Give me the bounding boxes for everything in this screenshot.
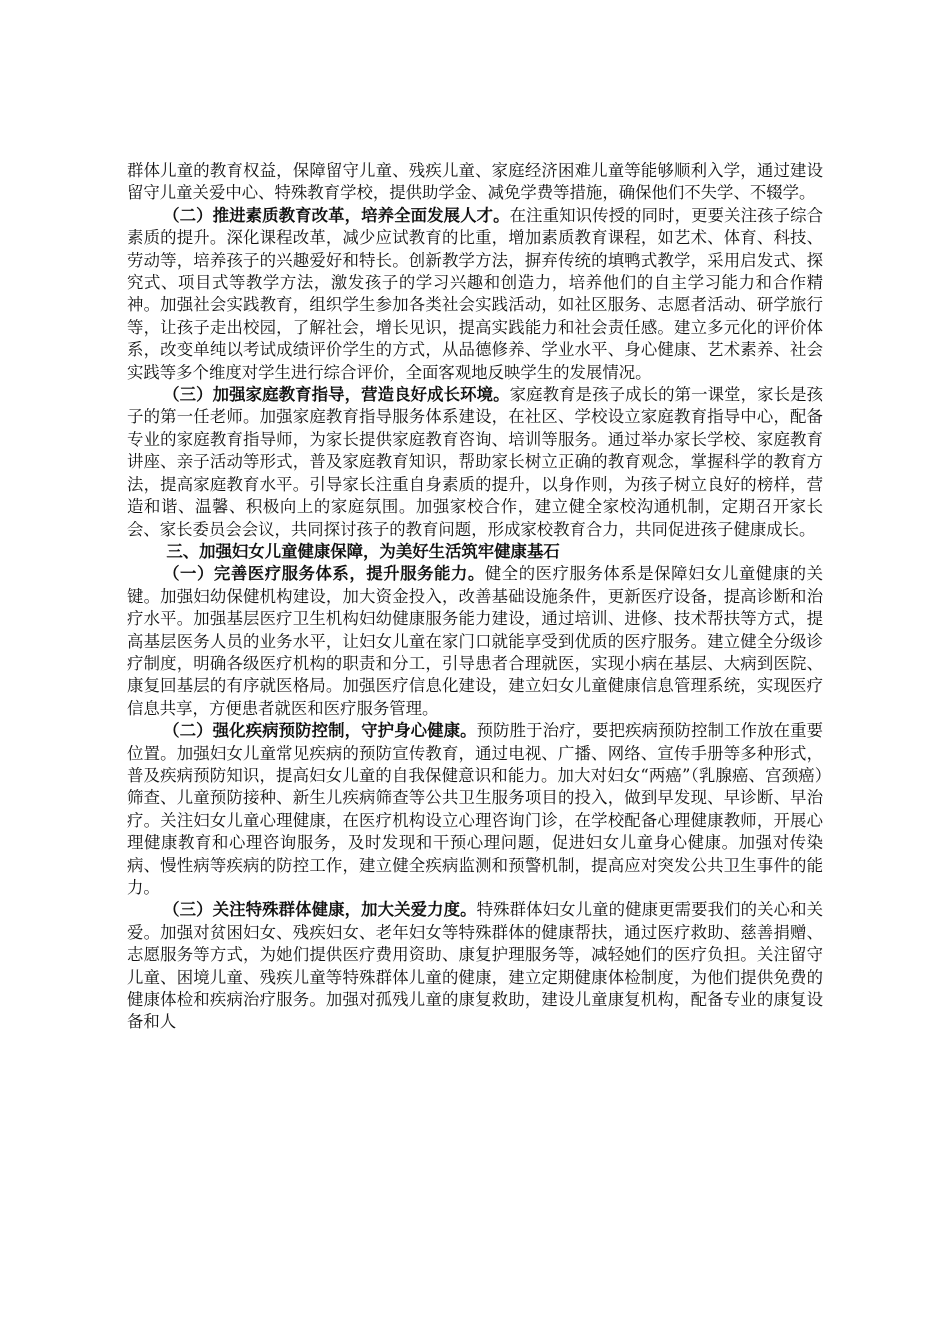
section-heading: 三、加强妇女儿童健康保障，为美好生活筑牢健康基石 xyxy=(166,541,560,561)
paragraph-lead: （三）关注特殊群体健康，加大关爱力度。 xyxy=(163,900,477,920)
paragraph-lead: （一）完善医疗服务体系，提升服务能力。 xyxy=(163,564,485,584)
paragraph-continued xyxy=(127,160,823,205)
paragraph-text: 预防胜于治疗，要把疾病预防控制工作放在重要位置。加强妇女儿童常见疾病的预防宣传教育，通过电视、广播、网络、宣传手册等多种形式，普及疾病预防知识，提高妇女儿童的自我保健意识和能力。加大对妇女“两癌”（乳腺癌、宫颈癌）筛查、儿童预防接种、新生儿疾病筛查等公共卫生服务项目的投入，做到早发现、早诊断、早治疗。关注妇女儿童心理健康，在医疗机构设立心理咨询门诊，在学校配备心理健康教师，开展心理健康教育和心理咨询服务，及时发现和干预心理问题，促进妇女儿童身心健康。加强对传染病、慢性病等疾病的防控工作，建立健全疾病监测和预警机制，提高应对突发公共卫生事件的能力。 xyxy=(127,721,823,897)
paragraph-lead: （三）加强家庭教育指导，营造良好成长环境。 xyxy=(163,385,510,405)
paragraph-text: 在注重知识传授的同时，更要关注孩子综合素质的提升。深化课程改革，减少应试教育的比重，增加素质教育课程，如艺术、体育、科技、劳动等，培养孩子的兴趣爱好和特长。创新教学方法，摒弃传统的填鸭式教学，采用启发式、探究式、项目式等教学方法，激发孩子的学习兴趣和创造力，培养他们的自主学习能力和合作精神。加强社会实践教育，组织学生参加各类社会实践活动，如社区服务、志愿者活动、研学旅行等，让孩子走出校园，了解社会，增长见识，提高实践能力和社会责任感。建立多元化的评价体系，改变单纯以考试成绩评价学生的方式，从品德修养、学业水平、身心健康、艺术素养、社会实践等多个维度对学生进行综合评价，全面客观地反映学生的发展情况。 xyxy=(127,205,823,382)
paragraph-text: 群体儿童的教育权益，保障留守儿童、残疾儿童、家庭经济困难儿童等能够顺利入学，通过建设留守儿童关爱中心、特殊教育学校，提供助学金、减免学费等措施，确保他们不失学、不辍学。 xyxy=(127,161,823,203)
paragraph-disease-prevention xyxy=(127,720,823,899)
paragraph-special-groups xyxy=(127,899,823,1033)
document-page xyxy=(127,160,823,1034)
paragraph-text: 健全的医疗服务体系是保障妇女儿童健康的关键。加强妇幼保健机构建设，加大资金投入，改善基础设施条件，更新医疗设备，提高诊断和治疗水平。加强基层医疗卫生机构妇幼健康服务能力建设，通过培训、进修、技术帮扶等方式，提高基层医务人员的业务水平，让妇女儿童在家门口就能享受到优质的医疗服务。建立健全分级诊疗制度，明确各级医疗机构的职责和分工，引导患者合理就医，实现小病在基层、大病到医院、康复回基层的有序就医格局。加强医疗信息化建设，建立妇女儿童健康信息管理系统，实现医疗信息共享，方便患者就医和医疗服务管理。 xyxy=(127,564,823,718)
paragraph-quality-education xyxy=(127,205,823,384)
paragraph-medical-services xyxy=(127,563,823,720)
paragraph-lead: （二）推进素质教育改革，培养全面发展人才。 xyxy=(163,205,510,225)
paragraph-text: 家庭教育是孩子成长的第一课堂，家长是孩子的第一任老师。加强家庭教育指导服务体系建设，在社区、学校设立家庭教育指导中心，配备专业的家庭教育指导师，为家长提供家庭教育咨询、培训等服务。通过举办家长学校、家庭教育讲座、亲子活动等形式，普及家庭教育知识，帮助家长树立正确的教育观念，掌握科学的教育方法，提高家庭教育水平。引导家长注重自身素质的提升，以身作则，为孩子树立良好的榜样，营造和谐、温馨、积极向上的家庭氛围。加强家校合作，建立健全家校沟通机制，定期召开家长会、家长委员会会议，共同探讨孩子的教育问题，形成家校教育合力，共同促进孩子健康成长。 xyxy=(127,385,823,539)
paragraph-lead: （二）强化疾病预防控制，守护身心健康。 xyxy=(163,721,477,741)
paragraph-family-education xyxy=(127,384,823,541)
paragraph-text: 特殊群体妇女儿童的健康更需要我们的关心和关爱。加强对贫困妇女、残疾妇女、老年妇女等特殊群体的健康帮扶，通过医疗救助、慈善捐赠、志愿服务等方式，为她们提供医疗费用资助、康复护理服务等，减轻她们的医疗负担。关注留守儿童、困境儿童、残疾儿童等特殊群体儿童的健康，建立定期健康体检制度，为他们提供免费的健康体检和疾病治疗服务。加强对孤残儿童的康复救助，建设儿童康复机构，配备专业的康复设备和人 xyxy=(127,900,823,1032)
